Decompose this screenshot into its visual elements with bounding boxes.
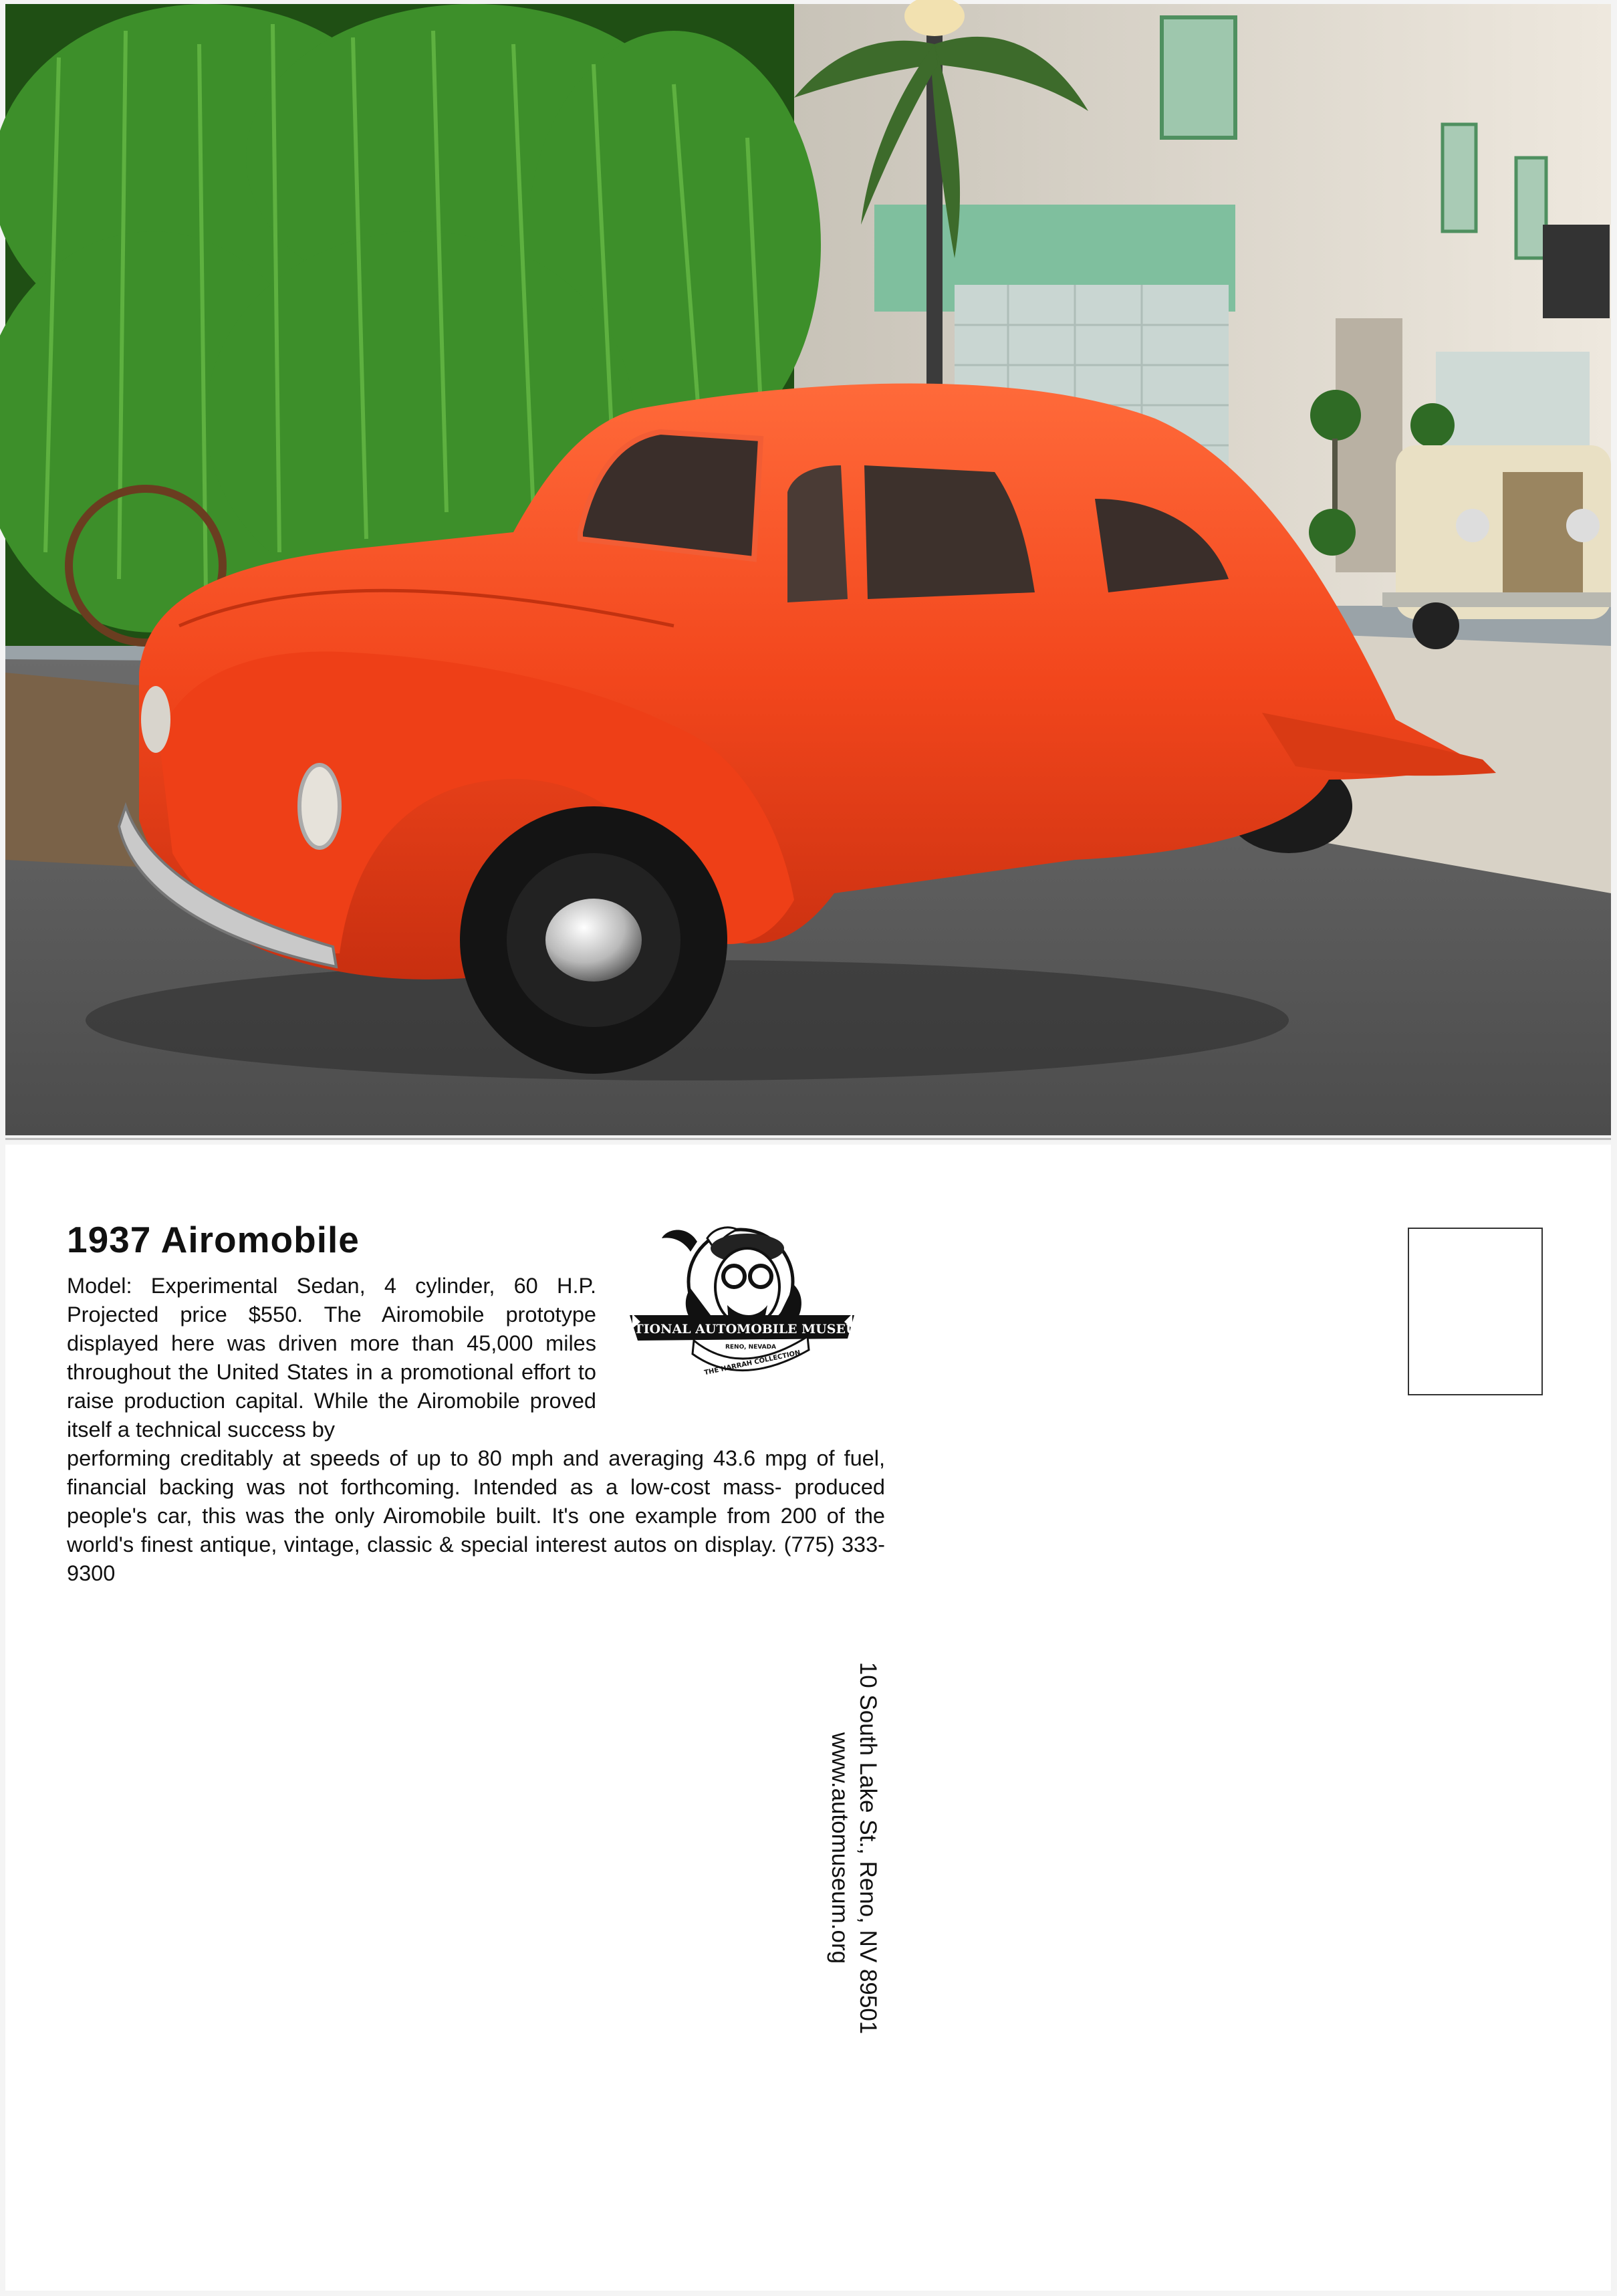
description-line: performing creditably at speeds of up to 80 mph and averaging 43.6 mpg of — [67, 1446, 844, 1470]
description-text-lower — [67, 1444, 885, 1588]
card-edge-divider — [5, 1138, 1611, 1140]
stamp-box — [1408, 1228, 1543, 1395]
address-website: www.automuseum.org — [827, 1732, 853, 1964]
description-line: Model: Experimental Sedan, 4 cylinder, 60 H.P. — [67, 1274, 596, 1298]
description-line: displayed here was driven more than 45,000 — [67, 1331, 546, 1355]
address-block — [801, 1647, 882, 2049]
logo-banner-text: NATIONAL AUTOMOBILE MUSEUM — [613, 1322, 871, 1337]
logo-ribbon-top: RENO, NEVADA — [725, 1344, 777, 1351]
description-line: fuel, financial backing was not forthcoming. Intended as a low-cost mass- — [67, 1446, 885, 1499]
description-line: produced people's car, this was the only Airomobile built. It's one example from — [67, 1475, 885, 1528]
postcard-photo — [5, 4, 1611, 1135]
description-text-upper — [67, 1272, 596, 1444]
logo-ribbon-bottom: THE HARRAH COLLECTION — [703, 1349, 801, 1377]
description-line: Projected price $550. The Airomobile prototype — [67, 1302, 596, 1327]
description-line: promotional effort to raise production capital. While — [67, 1360, 596, 1413]
museum-logo — [613, 1222, 871, 1382]
postcard-back — [5, 1145, 1611, 2291]
postcard-title: 1937 Airomobile — [67, 1219, 360, 1260]
description-line: the Airomobile proved itself a technical success by — [67, 1389, 596, 1442]
car-photo-illustration — [5, 4, 1611, 1135]
address-street: 10 South Lake St., Reno, NV 89501 — [855, 1661, 881, 2035]
description-line: miles throughout the United States in a — [67, 1331, 596, 1384]
hubcap — [545, 899, 642, 982]
background-car — [1382, 445, 1611, 649]
description-line: display. (775) 333-9300 — [67, 1532, 885, 1585]
description-line: 200 of the world's finest antique, vintage, classic & special interest autos on — [67, 1504, 885, 1557]
